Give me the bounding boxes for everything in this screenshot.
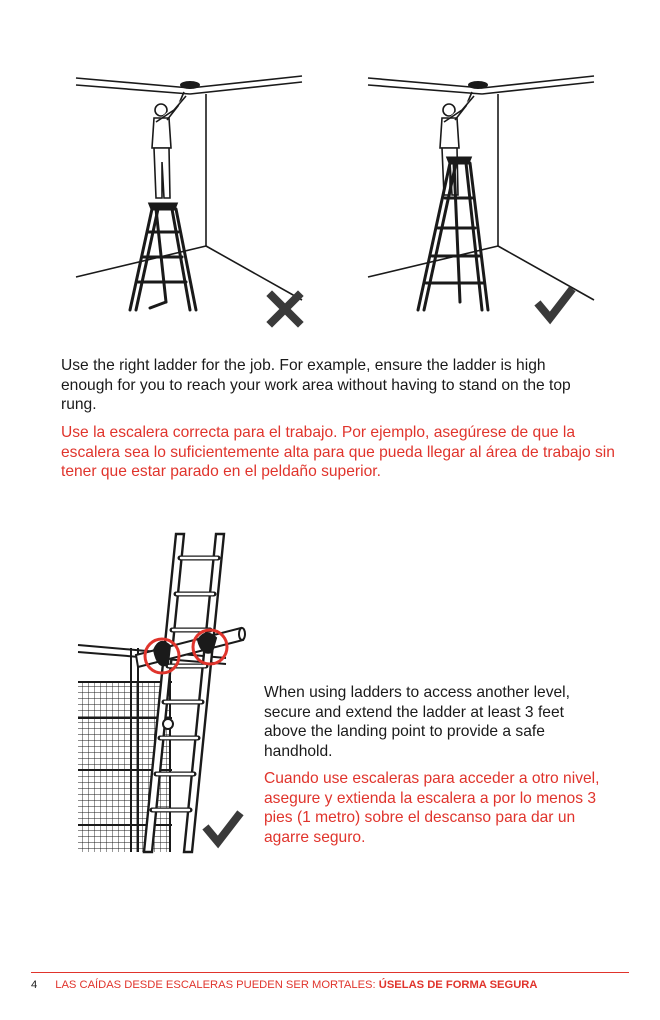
page-number: 4: [31, 979, 38, 991]
check-mark-icon: [540, 292, 570, 318]
footer-title: LAS CAÍDAS DESDE ESCALERAS PUEDEN SER MORTALES:: [55, 979, 379, 991]
check-mark-icon: [208, 816, 238, 842]
illustration-ladder-secured-extended: [76, 530, 251, 860]
ladder-height-text-es: Use la escalera correcta para el trabajo. Por ejemplo, asegúrese de que la escalera sea lo suficientemente alta para que pueda llegar al área de trabajo sin tener que estar parado en el peldaño superior.: [61, 424, 615, 480]
footer-title-bold: ÚSELAS DE FORMA SEGURA: [378, 979, 538, 991]
x-mark-icon: [272, 296, 298, 322]
secure-extend-text-en: When using ladders to access another level, secure and extend the ladder at least 3 feet above the landing point to provide a safe handhold.: [264, 684, 570, 760]
page-footer: [31, 979, 629, 991]
illustration-ladder-too-short: [70, 70, 315, 340]
ladder-height-text-en: Use the right ladder for the job. For example, ensure the ladder is high enough for you to reach your work area without having to stand on the top rung.: [61, 357, 571, 413]
illustration-ladder-correct-height: [362, 70, 607, 340]
secure-extend-text-es: Cuando use escaleras para acceder a otro nivel, asegure y extienda la escalera a por lo menos 3 pies (1 metro) sobre el descanso para dar un agarre seguro.: [264, 770, 600, 846]
footer-divider: [31, 972, 629, 973]
